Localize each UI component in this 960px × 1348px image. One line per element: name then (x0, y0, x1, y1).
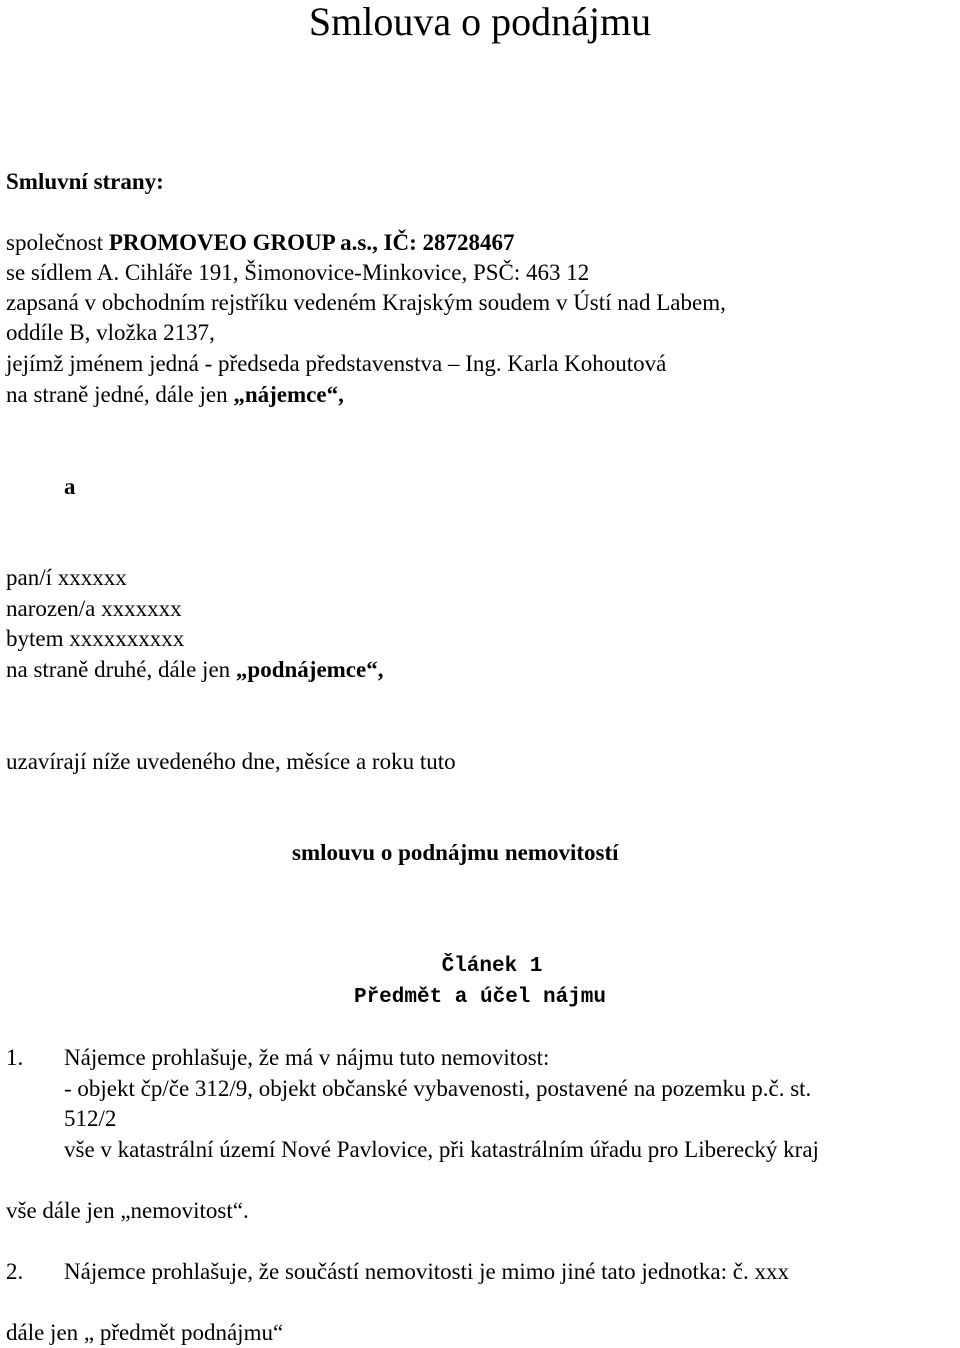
company-section: oddíle B, vložka 2137, (6, 320, 215, 345)
clause2-summary: dále jen „ předmět podnájmu“ (6, 1320, 284, 1345)
company-representative: jejímž jménem jedná - předseda představenstva – Ing. Karla Kohoutová (6, 351, 667, 376)
clause1-line2: - objekt čp/če 312/9, objekt občanské vybavenosti, postavené na pozemku p.č. st. (64, 1076, 812, 1101)
clause2-number: 2. (6, 1259, 24, 1284)
clause1-number: 1. (6, 1045, 24, 1070)
company-registry: zapsaná v obchodním rejstříku vedeném Krajským soudem v Ústí nad Labem, (6, 290, 726, 315)
clause1-summary: vše dále jen „nemovitost“. (6, 1198, 249, 1223)
tenant-address: bytem xxxxxxxxxx (6, 626, 185, 651)
tenant-born: narozen/a xxxxxxx (6, 596, 182, 621)
company-side-prefix: na straně jedné, dále jen (6, 382, 234, 407)
tenant-side-label: „podnájemce“, (235, 657, 384, 682)
document-title: Smlouva o podnájmu (308, 0, 652, 44)
tenant-side-prefix: na straně druhé, dále jen (6, 657, 236, 682)
conjunction: a (64, 474, 76, 499)
conclude-line: uzavírají níže uvedeného dne, měsíce a roku tuto (6, 749, 456, 774)
article-title: Předmět a účel nájmu (353, 986, 607, 1009)
company-side-label: „nájemce“, (233, 382, 344, 407)
clause1-line1: Nájemce prohlašuje, že má v nájmu tuto nemovitost: (64, 1045, 550, 1070)
company-side-line (6, 380, 344, 410)
parties-heading: Smluvní strany: (6, 169, 164, 194)
company-name-id: PROMOVEO GROUP a.s., IČ: 28728467 (108, 230, 515, 255)
company-line (6, 228, 515, 258)
company-prefix: společnost (6, 230, 109, 255)
company-seat: se sídlem A. Cihláře 191, Šimonovice-Minkovice, PSČ: 463 12 (6, 260, 590, 285)
article-number: Článek 1 (441, 955, 543, 978)
clause1-line3: 512/2 (64, 1106, 117, 1131)
clause1-line4: vše v katastrální území Nové Pavlovice, při katastrálním úřadu pro Liberecký kraj (64, 1137, 819, 1162)
tenant-name: pan/í xxxxxx (6, 565, 127, 590)
tenant-side-line (6, 655, 383, 685)
contract-name: smlouvu o podnájmu nemovitostí (292, 840, 619, 865)
clause2-line1: Nájemce prohlašuje, že součástí nemovitosti je mimo jiné tato jednotka: č. xxx (64, 1259, 789, 1284)
